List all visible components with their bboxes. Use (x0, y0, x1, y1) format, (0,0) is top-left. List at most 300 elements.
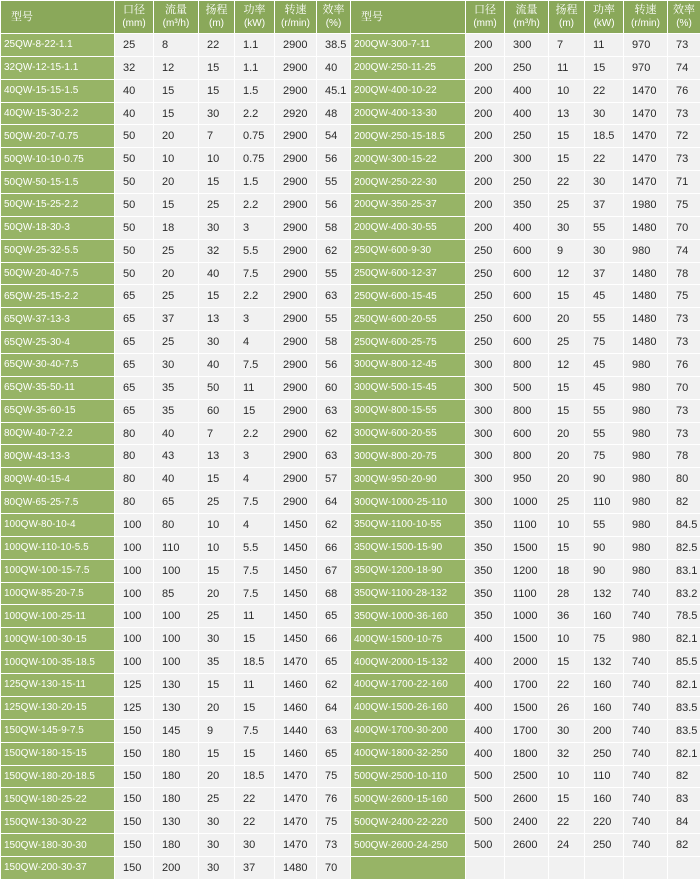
right-cell-efficiency: 70 (668, 376, 700, 399)
left-cell-head: 60 (199, 399, 235, 422)
right-cell-head: 28 (549, 582, 585, 605)
left-cell-head: 32 (199, 239, 235, 262)
right-cell-efficiency: 75 (668, 285, 700, 308)
left-cell-model: 65QW-30-40-7.5 (1, 354, 115, 377)
right-cell-head: 25 (549, 491, 585, 514)
right-cell-efficiency: 70 (668, 216, 700, 239)
left-cell-flow: 35 (154, 376, 199, 399)
left-cell-flow: 145 (154, 719, 199, 742)
left-cell-diameter: 100 (115, 651, 154, 674)
left-cell-head: 10 (199, 514, 235, 537)
left-cell-power: 2.2 (235, 285, 275, 308)
header-label: 效率 (668, 4, 700, 17)
left-cell-speed: 2900 (275, 376, 317, 399)
left-cell-flow: 180 (154, 834, 199, 857)
left-cell-head: 15 (199, 559, 235, 582)
left-cell-diameter: 150 (115, 788, 154, 811)
right-cell-flow: 2000 (505, 651, 549, 674)
right-cell-flow: 800 (505, 399, 549, 422)
right-cell-head: 20 (549, 468, 585, 491)
left-cell-flow: 110 (154, 536, 199, 559)
right-cell-flow: 350 (505, 194, 549, 217)
right-cell-efficiency: 82 (668, 765, 700, 788)
right-cell-head: 30 (549, 719, 585, 742)
right-cell-efficiency: 82.1 (668, 628, 700, 651)
left-cell-head: 30 (199, 834, 235, 857)
left-cell-head: 15 (199, 56, 235, 79)
left-cell-head: 13 (199, 445, 235, 468)
right-cell-efficiency: 78.5 (668, 605, 700, 628)
left-cell-speed: 1450 (275, 514, 317, 537)
left-cell-model: 100QW-110-10-5.5 (1, 536, 115, 559)
right-cell-power: 220 (585, 811, 624, 834)
left-cell-head: 20 (199, 765, 235, 788)
left-cell-power: 3 (235, 308, 275, 331)
left-cell-head: 15 (199, 79, 235, 102)
left-cell-head: 50 (199, 376, 235, 399)
left-cell-speed: 2900 (275, 148, 317, 171)
right-cell-flow: 400 (505, 79, 549, 102)
right-cell-speed: 980 (624, 354, 668, 377)
left-cell-head: 20 (199, 696, 235, 719)
right-cell-speed: 740 (624, 811, 668, 834)
right-cell-efficiency: 73 (668, 308, 700, 331)
right-cell-speed: 980 (624, 628, 668, 651)
right-cell-diameter: 400 (466, 651, 505, 674)
left-cell-head: 7 (199, 125, 235, 148)
right-cell-speed: 980 (624, 536, 668, 559)
left-cell-model: 100QW-85-20-7.5 (1, 582, 115, 605)
header-unit: (kW) (585, 17, 623, 30)
left-cell-diameter: 65 (115, 354, 154, 377)
right-cell-speed: 740 (624, 651, 668, 674)
right-cell-head: 22 (549, 811, 585, 834)
table-row (1, 536, 700, 559)
right-cell-head: 15 (549, 651, 585, 674)
right-cell-head: 15 (549, 399, 585, 422)
right-cell-model: 250QW-600-15-45 (351, 285, 466, 308)
left-cell-flow: 43 (154, 445, 199, 468)
right-cell-power: 45 (585, 285, 624, 308)
right-cell-head: 15 (549, 285, 585, 308)
left-cell-power: 7.5 (235, 354, 275, 377)
left-cell-efficiency: 38.5 (317, 34, 351, 57)
right-cell-flow: 300 (505, 148, 549, 171)
left-cell-efficiency: 65 (317, 742, 351, 765)
table-row (1, 514, 700, 537)
table-row (1, 239, 700, 262)
right-cell-flow: 2400 (505, 811, 549, 834)
left-cell-model: 50QW-50-15-1.5 (1, 171, 115, 194)
table-row (1, 559, 700, 582)
right-cell-flow: 500 (505, 376, 549, 399)
left-cell-flow: 100 (154, 628, 199, 651)
left-cell-power: 18.5 (235, 765, 275, 788)
table-row (1, 445, 700, 468)
left-cell-efficiency: 60 (317, 376, 351, 399)
right-cell-model: 400QW-1700-30-200 (351, 719, 466, 742)
left-cell-speed: 2900 (275, 308, 317, 331)
table-row (1, 216, 700, 239)
table-row (1, 788, 700, 811)
right-cell-model: 200QW-300-7-11 (351, 34, 466, 57)
left-cell-efficiency: 75 (317, 765, 351, 788)
table-row (1, 765, 700, 788)
left-cell-flow: 15 (154, 79, 199, 102)
right-cell-head: 18 (549, 559, 585, 582)
right-cell-efficiency: 78 (668, 445, 700, 468)
right-cell-efficiency: 82.1 (668, 674, 700, 697)
right-cell-power: 160 (585, 605, 624, 628)
left-cell-speed: 2900 (275, 422, 317, 445)
right-cell-speed (624, 856, 668, 879)
left-header-flow (154, 1, 199, 34)
right-cell-speed: 1470 (624, 79, 668, 102)
left-cell-power: 4 (235, 468, 275, 491)
right-cell-flow: 1500 (505, 696, 549, 719)
right-cell-flow: 2600 (505, 834, 549, 857)
right-cell-model: 300QW-950-20-90 (351, 468, 466, 491)
right-cell-power: 22 (585, 148, 624, 171)
left-cell-model: 150QW-180-15-15 (1, 742, 115, 765)
left-cell-flow: 20 (154, 262, 199, 285)
table-body (1, 34, 700, 880)
left-cell-head: 30 (199, 856, 235, 879)
left-cell-power: 11 (235, 605, 275, 628)
left-cell-model: 40QW-15-30-2.2 (1, 102, 115, 125)
right-cell-efficiency: 73 (668, 422, 700, 445)
left-cell-flow: 35 (154, 399, 199, 422)
left-cell-flow: 180 (154, 742, 199, 765)
right-cell-diameter: 300 (466, 491, 505, 514)
table-row (1, 56, 700, 79)
left-cell-speed: 2900 (275, 125, 317, 148)
right-cell-flow: 400 (505, 102, 549, 125)
right-cell-speed: 1480 (624, 216, 668, 239)
left-cell-model: 100QW-100-25-11 (1, 605, 115, 628)
left-cell-speed: 2920 (275, 102, 317, 125)
right-cell-flow: 1700 (505, 719, 549, 742)
right-cell-diameter: 400 (466, 742, 505, 765)
left-cell-speed: 1470 (275, 811, 317, 834)
table-row (1, 285, 700, 308)
right-cell-diameter (466, 856, 505, 879)
right-cell-power: 132 (585, 582, 624, 605)
right-cell-speed: 980 (624, 559, 668, 582)
right-cell-efficiency: 72 (668, 125, 700, 148)
right-cell-efficiency: 84.5 (668, 514, 700, 537)
left-cell-flow: 8 (154, 34, 199, 57)
left-cell-model: 100QW-100-30-15 (1, 628, 115, 651)
right-cell-diameter: 500 (466, 788, 505, 811)
left-cell-speed: 2900 (275, 331, 317, 354)
left-cell-speed: 2900 (275, 34, 317, 57)
header-label: 型号 (11, 11, 114, 24)
left-cell-diameter: 50 (115, 194, 154, 217)
left-cell-efficiency: 66 (317, 536, 351, 559)
left-cell-power: 15 (235, 696, 275, 719)
left-cell-model: 50QW-20-7-0.75 (1, 125, 115, 148)
left-cell-speed: 2900 (275, 79, 317, 102)
right-cell-power: 110 (585, 491, 624, 514)
right-cell-efficiency: 83.2 (668, 582, 700, 605)
right-cell-head: 15 (549, 788, 585, 811)
right-cell-power: 75 (585, 331, 624, 354)
left-cell-speed: 1470 (275, 765, 317, 788)
right-cell-model (351, 856, 466, 879)
left-cell-power: 30 (235, 834, 275, 857)
left-cell-efficiency: 65 (317, 605, 351, 628)
left-cell-model: 65QW-35-50-11 (1, 376, 115, 399)
left-cell-model: 150QW-200-30-37 (1, 856, 115, 879)
right-cell-speed: 740 (624, 765, 668, 788)
left-cell-speed: 2900 (275, 399, 317, 422)
left-cell-speed: 1460 (275, 674, 317, 697)
right-cell-efficiency: 73 (668, 102, 700, 125)
left-cell-head: 40 (199, 262, 235, 285)
left-cell-power: 1.1 (235, 56, 275, 79)
left-cell-model: 150QW-145-9-7.5 (1, 719, 115, 742)
right-cell-model: 200QW-400-30-55 (351, 216, 466, 239)
right-cell-efficiency: 73 (668, 399, 700, 422)
left-cell-diameter: 100 (115, 605, 154, 628)
left-cell-diameter: 50 (115, 239, 154, 262)
left-cell-efficiency: 62 (317, 514, 351, 537)
right-cell-flow: 600 (505, 331, 549, 354)
table-row (1, 171, 700, 194)
right-cell-model: 300QW-800-20-75 (351, 445, 466, 468)
header-unit: (m) (549, 17, 584, 30)
header-label: 扬程 (199, 4, 234, 17)
left-cell-efficiency: 56 (317, 354, 351, 377)
left-cell-power: 0.75 (235, 125, 275, 148)
left-cell-speed: 2900 (275, 216, 317, 239)
left-cell-efficiency: 64 (317, 491, 351, 514)
left-cell-efficiency: 70 (317, 856, 351, 879)
header-unit: (mm) (466, 17, 504, 30)
right-cell-diameter: 200 (466, 216, 505, 239)
table-row (1, 354, 700, 377)
header-unit: (mm) (115, 17, 153, 30)
left-cell-power: 1.5 (235, 79, 275, 102)
left-cell-diameter: 65 (115, 308, 154, 331)
left-cell-efficiency: 66 (317, 628, 351, 651)
table-row (1, 422, 700, 445)
left-cell-model: 125QW-130-15-11 (1, 674, 115, 697)
left-cell-diameter: 150 (115, 811, 154, 834)
table-row (1, 696, 700, 719)
left-cell-diameter: 100 (115, 536, 154, 559)
left-cell-efficiency: 40 (317, 56, 351, 79)
right-cell-power: 15 (585, 56, 624, 79)
left-cell-efficiency: 67 (317, 559, 351, 582)
left-cell-model: 100QW-100-15-7.5 (1, 559, 115, 582)
right-cell-efficiency: 82.5 (668, 536, 700, 559)
right-cell-model: 200QW-250-11-25 (351, 56, 466, 79)
right-cell-speed: 1480 (624, 331, 668, 354)
right-cell-flow: 250 (505, 56, 549, 79)
right-cell-speed: 1470 (624, 171, 668, 194)
left-cell-diameter: 100 (115, 514, 154, 537)
left-cell-head: 13 (199, 308, 235, 331)
right-cell-flow: 1500 (505, 628, 549, 651)
header-unit: (kW) (235, 17, 274, 30)
right-cell-power: 75 (585, 445, 624, 468)
left-cell-power: 7.5 (235, 719, 275, 742)
right-cell-diameter: 250 (466, 239, 505, 262)
table-row (1, 308, 700, 331)
right-cell-efficiency: 83 (668, 788, 700, 811)
left-cell-diameter: 50 (115, 216, 154, 239)
left-cell-model: 150QW-180-30-30 (1, 834, 115, 857)
right-cell-head: 20 (549, 308, 585, 331)
table-row (1, 34, 700, 57)
right-cell-model: 300QW-600-20-55 (351, 422, 466, 445)
right-cell-speed: 980 (624, 422, 668, 445)
left-cell-flow: 18 (154, 216, 199, 239)
left-cell-model: 32QW-12-15-1.1 (1, 56, 115, 79)
right-cell-diameter: 200 (466, 34, 505, 57)
right-cell-efficiency: 82 (668, 491, 700, 514)
right-cell-speed: 980 (624, 491, 668, 514)
right-cell-diameter: 250 (466, 262, 505, 285)
right-cell-model: 500QW-2600-24-250 (351, 834, 466, 857)
right-cell-head: 15 (549, 148, 585, 171)
table-row (1, 102, 700, 125)
left-cell-head: 30 (199, 811, 235, 834)
right-cell-speed: 1480 (624, 308, 668, 331)
table-row (1, 399, 700, 422)
left-cell-speed: 1450 (275, 582, 317, 605)
right-cell-diameter: 500 (466, 811, 505, 834)
right-cell-diameter: 500 (466, 834, 505, 857)
left-cell-flow: 40 (154, 422, 199, 445)
left-cell-speed: 2900 (275, 239, 317, 262)
right-cell-flow: 2500 (505, 765, 549, 788)
right-cell-speed: 970 (624, 34, 668, 57)
right-cell-diameter: 300 (466, 422, 505, 445)
left-cell-diameter: 65 (115, 285, 154, 308)
left-cell-diameter: 80 (115, 422, 154, 445)
left-cell-flow: 15 (154, 102, 199, 125)
left-cell-head: 10 (199, 148, 235, 171)
left-cell-diameter: 125 (115, 674, 154, 697)
table-row (1, 262, 700, 285)
table-row (1, 628, 700, 651)
left-cell-flow: 25 (154, 285, 199, 308)
left-cell-speed: 1460 (275, 696, 317, 719)
right-cell-power: 45 (585, 354, 624, 377)
left-cell-diameter: 100 (115, 582, 154, 605)
right-cell-speed: 980 (624, 445, 668, 468)
left-cell-efficiency: 62 (317, 422, 351, 445)
left-cell-efficiency: 58 (317, 331, 351, 354)
right-cell-efficiency: 78 (668, 262, 700, 285)
left-cell-efficiency: 55 (317, 262, 351, 285)
left-cell-head: 25 (199, 194, 235, 217)
right-cell-diameter: 300 (466, 445, 505, 468)
right-cell-model: 250QW-600-12-37 (351, 262, 466, 285)
right-header-model (351, 1, 466, 34)
right-cell-flow: 800 (505, 354, 549, 377)
left-cell-head: 15 (199, 171, 235, 194)
left-cell-flow: 100 (154, 559, 199, 582)
right-cell-diameter: 350 (466, 514, 505, 537)
left-cell-head: 10 (199, 536, 235, 559)
right-cell-head: 12 (549, 262, 585, 285)
header-label: 流量 (505, 4, 548, 17)
right-cell-flow: 600 (505, 422, 549, 445)
left-cell-speed: 1450 (275, 536, 317, 559)
left-cell-flow: 25 (154, 239, 199, 262)
right-cell-power: 30 (585, 102, 624, 125)
left-cell-head: 9 (199, 719, 235, 742)
table-row (1, 468, 700, 491)
right-cell-flow: 950 (505, 468, 549, 491)
right-cell-efficiency (668, 856, 700, 879)
left-cell-diameter: 25 (115, 34, 154, 57)
right-cell-diameter: 300 (466, 399, 505, 422)
left-cell-power: 4 (235, 514, 275, 537)
left-cell-flow: 25 (154, 331, 199, 354)
right-cell-flow: 1000 (505, 605, 549, 628)
right-cell-diameter: 350 (466, 559, 505, 582)
right-cell-power: 55 (585, 514, 624, 537)
left-cell-efficiency: 68 (317, 582, 351, 605)
right-cell-flow: 600 (505, 308, 549, 331)
header-unit: (m³/h) (505, 17, 548, 30)
right-cell-head: 15 (549, 376, 585, 399)
left-cell-diameter: 150 (115, 742, 154, 765)
right-cell-speed: 740 (624, 788, 668, 811)
left-header-diameter (115, 1, 154, 34)
left-cell-efficiency: 63 (317, 399, 351, 422)
left-header-power (235, 1, 275, 34)
left-cell-flow: 200 (154, 856, 199, 879)
header-label: 型号 (361, 11, 465, 24)
right-cell-flow: 1700 (505, 674, 549, 697)
right-cell-efficiency: 82 (668, 834, 700, 857)
right-cell-efficiency: 76 (668, 79, 700, 102)
left-cell-head: 30 (199, 216, 235, 239)
left-cell-flow: 100 (154, 651, 199, 674)
right-cell-head (549, 856, 585, 879)
left-cell-model: 65QW-25-30-4 (1, 331, 115, 354)
right-cell-efficiency: 73 (668, 331, 700, 354)
left-header-head (199, 1, 235, 34)
right-cell-efficiency: 80 (668, 468, 700, 491)
left-cell-model: 80QW-43-13-3 (1, 445, 115, 468)
right-cell-head: 15 (549, 125, 585, 148)
table-row (1, 582, 700, 605)
right-cell-power: 55 (585, 216, 624, 239)
right-cell-diameter: 250 (466, 308, 505, 331)
left-cell-power: 7.5 (235, 262, 275, 285)
left-cell-power: 11 (235, 376, 275, 399)
left-cell-flow: 85 (154, 582, 199, 605)
right-cell-head: 7 (549, 34, 585, 57)
right-header-diameter (466, 1, 505, 34)
left-cell-power: 3 (235, 216, 275, 239)
right-cell-diameter: 350 (466, 582, 505, 605)
header-label: 口径 (466, 4, 504, 17)
left-cell-diameter: 50 (115, 125, 154, 148)
left-cell-efficiency: 57 (317, 468, 351, 491)
right-cell-flow (505, 856, 549, 879)
right-cell-diameter: 500 (466, 765, 505, 788)
right-cell-speed: 980 (624, 376, 668, 399)
header-label: 功率 (235, 4, 274, 17)
